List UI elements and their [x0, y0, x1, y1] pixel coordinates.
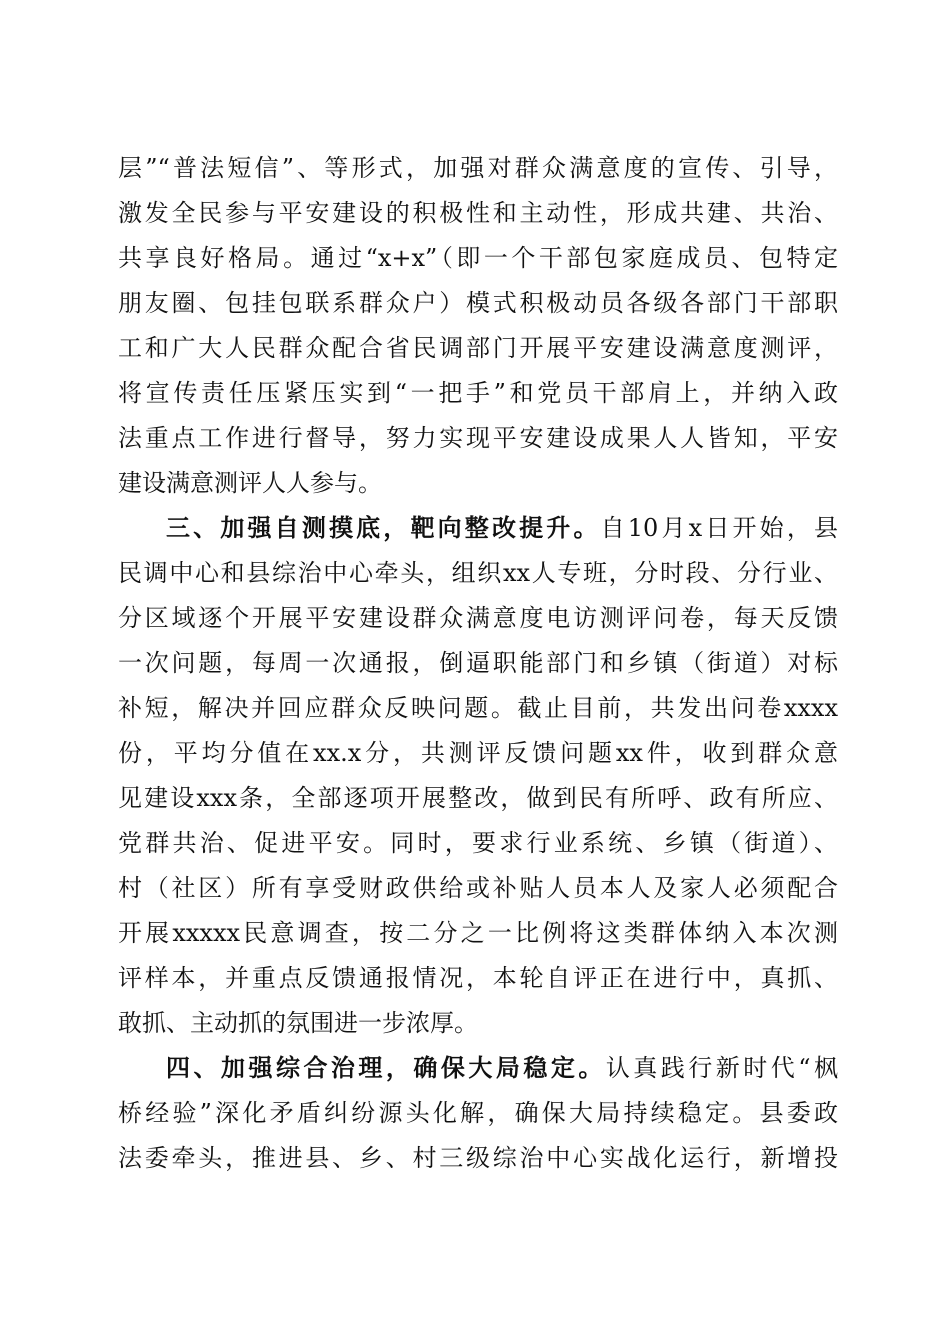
paragraph-3-line-2: 桥经验”深化矛盾纠纷源头化解，确保大局持续稳定。县委政: [118, 1099, 838, 1127]
section-4-heading: 四、加强综合治理，确保大局稳定。: [166, 1053, 606, 1082]
paragraph-2-line-11: 评样本，并重点反馈通报情况，本轮自评正在进行中，真抓、: [118, 964, 838, 992]
paragraph-2-line-1: [118, 508, 838, 548]
paragraph-3-first-line-text: 认真践行新时代“枫: [605, 1054, 838, 1082]
paragraph-1-line-7: 法重点工作进行督导，努力实现平安建设成果人人皆知，平安: [118, 424, 838, 452]
paragraph-3-line-3: 法委牵头，推进县、乡、村三级综治中心实战化运行，新增投: [118, 1144, 838, 1172]
paragraph-2-line-5: 补短，解决并回应群众反映问题。截止目前，共发出问卷xxxx: [118, 694, 838, 722]
paragraph-1-line-3: 共享良好格局。通过“x+x”（即一个干部包家庭成员、包特定: [118, 244, 838, 272]
paragraph-3-line-1: [118, 1048, 838, 1088]
paragraph-2-line-10: 开展xxxxx民意调查，按二分之一比例将这类群体纳入本次测: [118, 919, 838, 947]
paragraph-2-line-2: 民调中心和县综治中心牵头，组织xx人专班，分时段、分行业、: [118, 559, 838, 587]
section-3-heading: 三、加强自测摸底，靶向整改提升。: [166, 513, 601, 542]
paragraph-2-line-4: 一次问题，每周一次通报，倒逼职能部门和乡镇（街道）对标: [118, 649, 838, 677]
paragraph-2-line-3: 分区域逐个开展平安建设群众满意度电访测评问卷，每天反馈: [118, 604, 838, 632]
paragraph-1-line-5: 工和广大人民群众配合省民调部门开展平安建设满意度测评，: [118, 334, 838, 362]
paragraph-2-line-12: 敢抓、主动抓的氛围进一步浓厚。: [118, 1009, 478, 1037]
paragraph-1-line-6: 将宣传责任压紧压实到“一把手”和党员干部肩上，并纳入政: [118, 379, 838, 407]
paragraph-2-line-8: 党群共治、促进平安。同时，要求行业系统、乡镇（街道）、: [118, 829, 838, 857]
paragraph-2-line-7: 见建设xxx条，全部逐项开展整改，做到民有所呼、政有所应、: [118, 784, 838, 812]
paragraph-2-first-line-text: 自10月x日开始，县: [600, 514, 839, 542]
paragraph-1-line-1: 层”“普法短信”、等形式，加强对群众满意度的宣传、引导，: [118, 154, 838, 182]
paragraph-1-line-8: 建设满意测评人人参与。: [118, 469, 382, 497]
paragraph-1-line-4: 朋友圈、包挂包联系群众户）模式积极动员各级各部门干部职: [118, 289, 838, 317]
paragraph-2-line-6: 份，平均分值在xx.x分，共测评反馈问题xx件，收到群众意: [118, 739, 838, 767]
paragraph-1-line-2: 激发全民参与平安建设的积极性和主动性，形成共建、共治、: [118, 199, 838, 227]
paragraph-2-line-9: 村（社区）所有享受财政供给或补贴人员本人及家人必须配合: [118, 874, 838, 902]
